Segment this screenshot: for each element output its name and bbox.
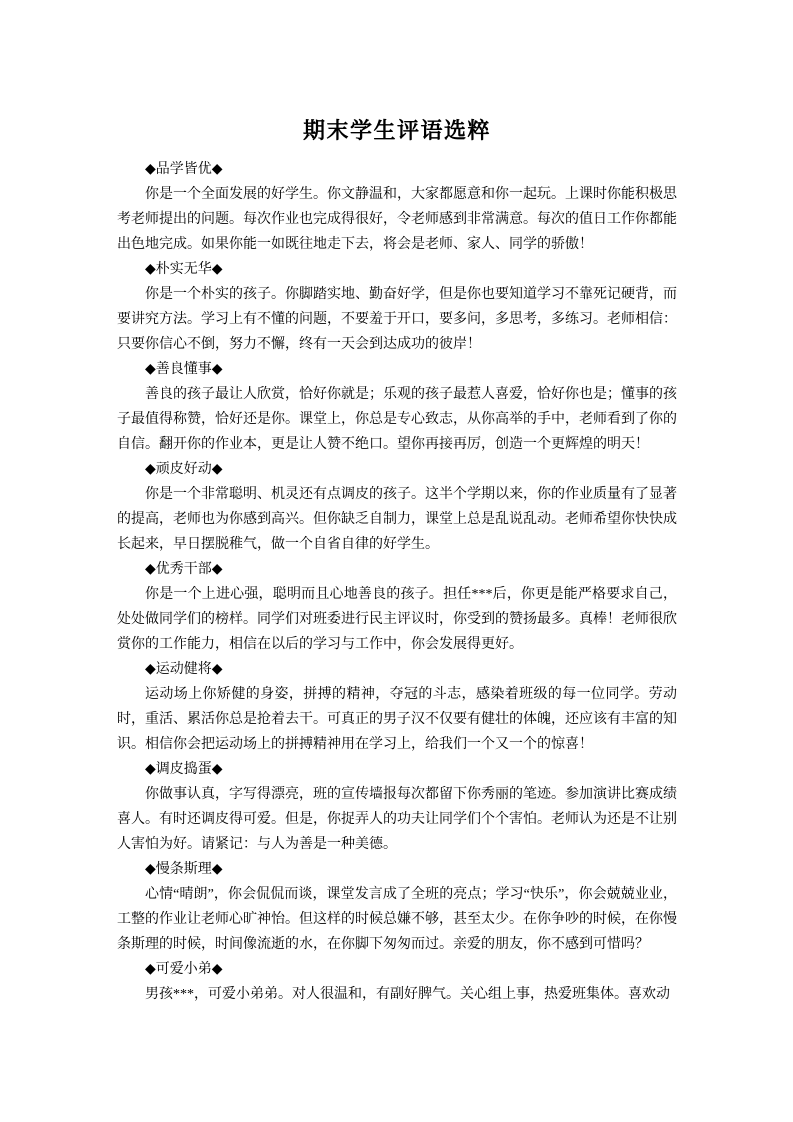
section-heading-1: ◆品学皆优◆	[145, 162, 223, 177]
document-body	[117, 157, 677, 1007]
section-paragraph-9: 男孩***，可爱小弟弟。对人很温和，有副好脾气。关心组上事，热爱班集体。喜欢动	[145, 987, 670, 1002]
section-paragraph-4: 你是一个非常聪明、机灵还有点调皮的孩子。这半个学期以来，你的作业质量有了显著的提高，老师也为你感到高兴。但你缺乏自制力，课堂上总是乱说乱动。老师希望你快快成长起来，早日摆脱稚气，做一个自省自律的好学生。	[117, 487, 677, 552]
section-heading-9: ◆可爱小弟◆	[145, 962, 223, 977]
section-paragraph-1: 你是一个全面发展的好学生。你文静温和，大家都愿意和你一起玩。上课时你能积极思考老师提出的问题。每次作业也完成得很好，令老师感到非常满意。每次的值日工作你都能出色地完成。如果你能一如既往地走下去，将会是老师、家人、同学的骄傲！	[117, 187, 677, 252]
section-paragraph-6: 运动场上你矫健的身姿，拼搏的精神，夺冠的斗志，感染着班级的每一位同学。劳动时，重活、累活你总是抢着去干。可真正的男子汉不仅要有健壮的体魄，还应该有丰富的知识。相信你会把运动场上的拼搏精神用在学习上，给我们一个又一个的惊喜！	[117, 687, 677, 752]
section-heading-4: ◆顽皮好动◆	[145, 462, 223, 477]
page-title: 期末学生评语选粹	[302, 118, 491, 143]
section-paragraph-2: 你是一个朴实的孩子。你脚踏实地、勤奋好学，但是你也要知道学习不靠死记硬背，而要讲究方法。学习上有不懂的问题，不要羞于开口，要多问，多思考，多练习。老师相信：只要你信心不倒，努力不懈，终有一天会到达成功的彼岸！	[117, 287, 677, 352]
section-heading-7: ◆调皮捣蛋◆	[145, 762, 223, 777]
section-heading-5: ◆优秀干部◆	[145, 562, 223, 577]
section-paragraph-8: 心情“晴朗”，你会侃侃而谈，课堂发言成了全班的亮点；学习“快乐”，你会兢兢业业，工整的作业让老师心旷神怡。但这样的时候总嫌不够，甚至太少。在你争吵的时候，在你慢条斯理的时候，时间像流逝的水，在你脚下匆匆而过。亲爱的朋友，你不感到可惜吗？	[117, 887, 677, 952]
section-paragraph-7: 你做事认真，字写得漂亮，班的宣传墙报每次都留下你秀丽的笔迹。参加演讲比赛成绩喜人。有时还调皮得可爱。但是，你捉弄人的功夫让同学们个个害怕。老师认为还是不让别人害怕为好。请紧记：与人为善是一种美德。	[117, 787, 677, 852]
section-heading-2: ◆朴实无华◆	[145, 262, 223, 277]
section-heading-8: ◆慢条斯理◆	[145, 862, 223, 877]
section-paragraph-5: 你是一个上进心强，聪明而且心地善良的孩子。担任***后，你更是能严格要求自己，处处做同学们的榜样。同学们对班委进行民主评议时，你受到的赞扬最多。真棒！老师很欣赏你的工作能力，相信在以后的学习与工作中，你会发展得更好。	[117, 587, 677, 652]
section-paragraph-3: 善良的孩子最让人欣赏，恰好你就是；乐观的孩子最惹人喜爱，恰好你也是；懂事的孩子最值得称赞，恰好还是你。课堂上，你总是专心致志，从你高举的手中，老师看到了你的自信。翻开你的作业本，更是让人赞不绝口。望你再接再厉，创造一个更辉煌的明天！	[117, 387, 677, 452]
section-heading-3: ◆善良懂事◆	[145, 362, 223, 377]
section-heading-6: ◆运动健将◆	[145, 662, 223, 677]
